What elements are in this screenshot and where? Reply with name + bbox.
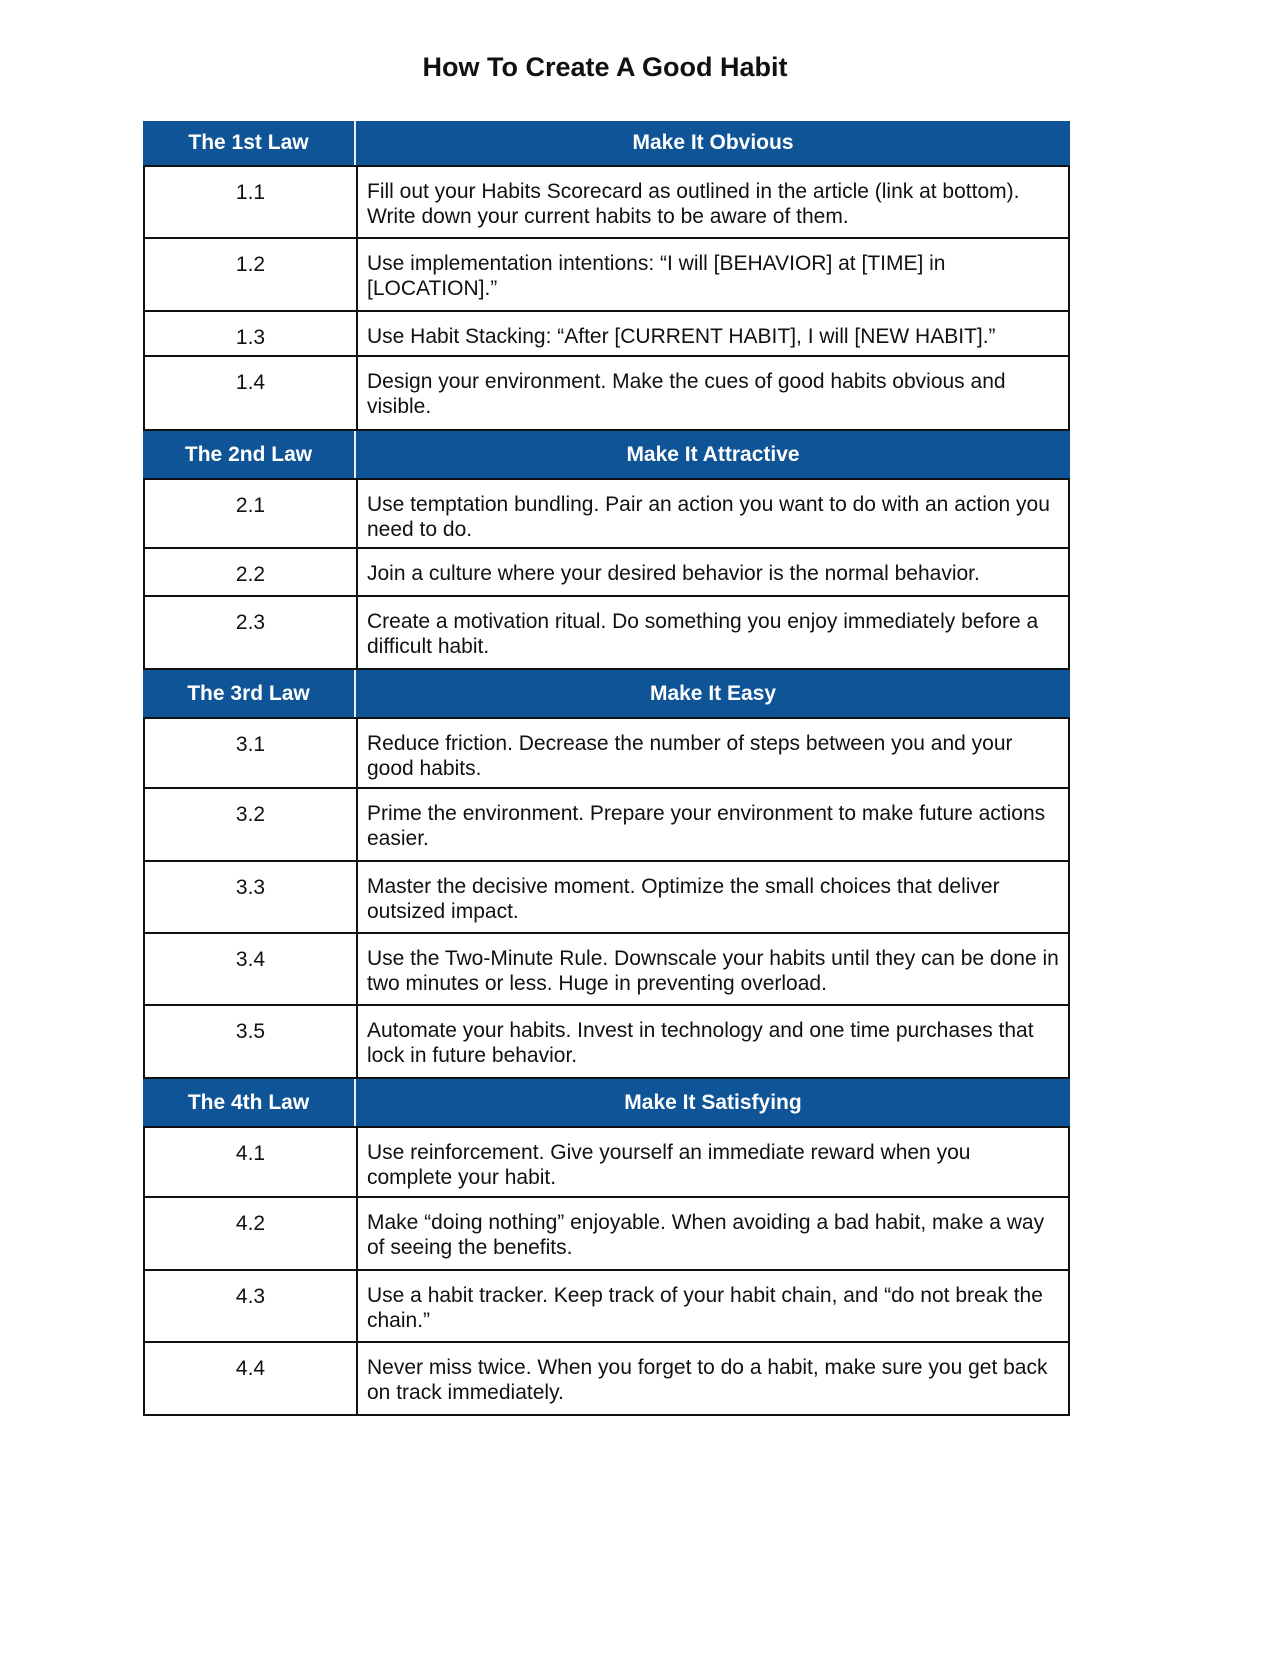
item-number: 4.3 [145, 1271, 358, 1341]
item-number: 3.4 [145, 934, 358, 1004]
law-header-row [143, 121, 1070, 165]
item-text: Create a motivation ritual. Do something you enjoy immediately before a difficult habit. [367, 610, 1039, 658]
law-heading: Make It Easy [649, 681, 777, 705]
item-text: Make “doing nothing” enjoyable. When avoiding a bad habit, make a way of seeing the benefits. [367, 1211, 1045, 1259]
item-number: 4.2 [145, 1198, 358, 1269]
table-row [143, 165, 1070, 239]
item-number: 2.1 [145, 480, 358, 547]
table-row [143, 1343, 1070, 1416]
item-number: 3.1 [145, 719, 358, 787]
item-text: Use reinforcement. Give yourself an immediate reward when you complete your habit. [367, 1141, 971, 1189]
item-number: 1.4 [145, 357, 358, 429]
item-number: 1.3 [145, 312, 358, 355]
law-label: The 2nd Law [143, 431, 356, 478]
table-row [143, 478, 1070, 549]
item-text: Automate your habits. Invest in technology and one time purchases that lock in future behavior. [367, 1019, 1034, 1067]
item-text: Design your environment. Make the cues of good habits obvious and visible. [367, 370, 1006, 418]
table-row [143, 717, 1070, 789]
item-text: Prime the environment. Prepare your environment to make future actions easier. [367, 802, 1046, 850]
item-number: 4.4 [145, 1343, 358, 1414]
law-label: The 4th Law [143, 1079, 356, 1126]
table-row [143, 1198, 1070, 1271]
item-text: Use implementation intentions: “I will [BEHAVIOR] at [TIME] in [LOCATION].” [367, 252, 946, 300]
table-row [143, 597, 1070, 670]
table-row [143, 357, 1070, 431]
item-text: Use a habit tracker. Keep track of your habit chain, and “do not break the chain.” [367, 1284, 1043, 1332]
item-number: 4.1 [145, 1128, 358, 1196]
law-label: The 1st Law [143, 121, 356, 165]
law-heading: Make It Attractive [626, 442, 800, 466]
item-text: Master the decisive moment. Optimize the small choices that deliver outsized impact. [367, 875, 1000, 923]
table-row [143, 934, 1070, 1006]
table-row [143, 789, 1070, 862]
item-text: Reduce friction. Decrease the number of steps between you and your good habits. [367, 732, 1013, 780]
law-header-row [143, 431, 1070, 478]
law-header-row [143, 670, 1070, 717]
item-text: Use Habit Stacking: “After [CURRENT HABIT], I will [NEW HABIT].” [367, 325, 996, 348]
table-row [143, 862, 1070, 934]
item-text: Fill out your Habits Scorecard as outlined in the article (link at bottom). Write down your current habits to be aware of them. [367, 180, 1020, 228]
item-number: 1.2 [145, 239, 358, 310]
item-text: Join a culture where your desired behavior is the normal behavior. [367, 562, 980, 585]
item-text: Use the Two-Minute Rule. Downscale your habits until they can be done in two minutes or less. Huge in preventing overload. [367, 947, 1059, 995]
law-header-row [143, 1079, 1070, 1126]
table-row [143, 1271, 1070, 1343]
law-heading: Make It Satisfying [624, 1090, 802, 1114]
page-title: How To Create A Good Habit [422, 52, 788, 82]
item-number: 3.3 [145, 862, 358, 932]
item-number: 2.2 [145, 549, 358, 595]
table-row [143, 1006, 1070, 1079]
table-row [143, 312, 1070, 357]
table-row [143, 549, 1070, 597]
law-label: The 3rd Law [143, 670, 356, 717]
law-heading: Make It Obvious [632, 131, 794, 154]
item-number: 3.5 [145, 1006, 358, 1077]
item-number: 1.1 [145, 167, 358, 237]
table-row [143, 239, 1070, 312]
item-number: 2.3 [145, 597, 358, 668]
item-text: Use temptation bundling. Pair an action you want to do with an action you need to do. [367, 493, 1050, 541]
table-row [143, 1126, 1070, 1198]
item-text: Never miss twice. When you forget to do a habit, make sure you get back on track immediately. [367, 1356, 1048, 1404]
item-number: 3.2 [145, 789, 358, 860]
habit-table [143, 121, 1070, 1416]
